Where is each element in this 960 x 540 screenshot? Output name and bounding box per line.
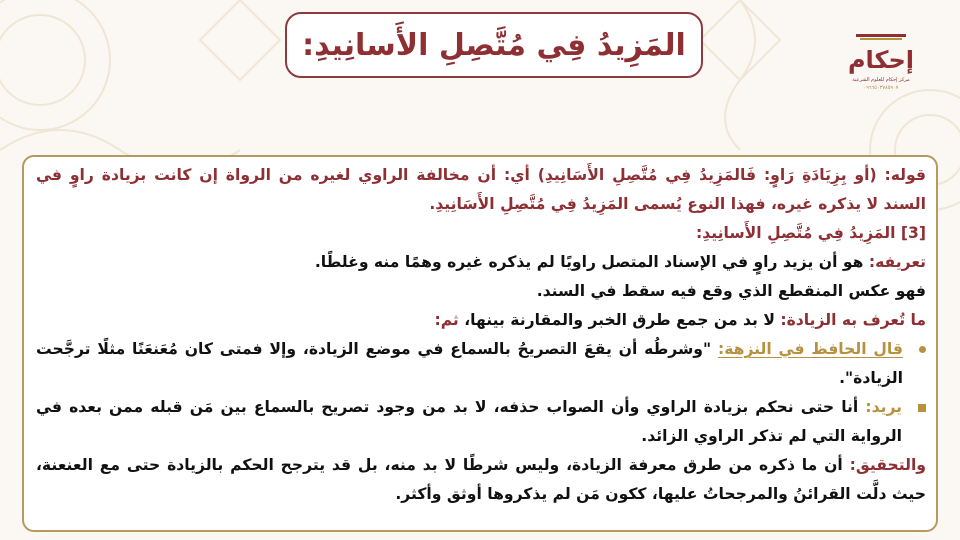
bullet-meaning-label: يريد:: [865, 398, 902, 416]
logo-name: إحكام: [847, 46, 915, 74]
verification-text: أن ما ذكره من طرق معرفة الزيادة، وليس شرطًا لا بد منه، بل قد يترجح الحكم بالزيادة حتى مع العنعنة، حيث دلَّت القرائنُ والمرجحاتُ عليها، ككون مَن لم يذكروها أوثق وأكثر.: [36, 456, 926, 503]
bullet-nuzha: [36, 335, 926, 393]
bullet-nuzha-label: قال الحافظ في النزهة:: [717, 340, 904, 358]
definition-label: تعريفه:: [868, 253, 926, 271]
definition-line: [36, 248, 926, 277]
intro-body: أي: أن مخالفة الراوي لغيره من الرواة إن كانت بزيادة راوٍ في السند لا يذكره غيره، فهذا النوع يُسمى: [36, 166, 926, 213]
recognition-line: [36, 306, 926, 335]
bullet-square-icon: [918, 404, 926, 412]
section-heading: [3] المَزِيدُ فِي مُتَّصِلِ الأَسانِيدِ:: [696, 224, 926, 242]
logo: [846, 28, 916, 94]
definition-text: هو أن يزيد راوٍ في الإسناد المتصل راويًا لم يذكره غيره وهمًا منه وغلطًا.: [314, 253, 869, 271]
bullet-meaning: [36, 393, 926, 451]
recognition-label: ما تُعرف به الزيادة:: [780, 311, 926, 329]
recognition-text: لا بد من جمع طرق الخبر والمقارنة بينها،: [458, 311, 781, 329]
page-title: المَزِيدُ فِي مُتَّصِلِ الأَسانِيدِ:: [302, 27, 686, 63]
contrast-line: فهو عكس المنقطع الذي وقع فيه سقط في السند.: [536, 282, 926, 300]
verification-line: [36, 451, 926, 509]
title-box: [285, 12, 703, 78]
intro-term: المَزِيدُ فِي مُتَّصِلِ الأَسَانِيدِ.: [429, 195, 629, 213]
logo-line-2: ٠٩٦٦٥٠٣٧٨٥٩٠٧: [863, 85, 899, 91]
bullet-meaning-text: أنا حتى نحكم بزيادة الراوي وأن الصواب حذفه، لا بد من وجود تصريح بالسماع بين مَن قبله ممن بعده في الرواية التي لم تذكر الراوي الزائد.: [36, 398, 902, 445]
bullet-nuzha-text: "وشرطُه أن يقعَ التصريحُ بالسماع في موضع الزيادة، وإلا فمتى كان مُعَنعَنًا مثلًا ترجَّحت الزيادة".: [36, 340, 903, 387]
intro-quote: (أو بِزِيَادَةِ رَاوٍ: فَالمَزِيدُ فِي مُتَّصِلِ الأَسَانِيدِ): [537, 166, 877, 184]
bullet-dot-icon: [919, 346, 926, 353]
verification-label: والتحقيق:: [849, 456, 926, 474]
recognition-tail: ثم:: [434, 311, 459, 329]
paragraph-intro: [36, 161, 926, 219]
logo-line-1: مركز إحكام للعلوم الشرعية: [852, 77, 910, 83]
ihkam-logo-icon: [846, 28, 916, 76]
content-box: [22, 155, 938, 532]
intro-lead: قوله:: [876, 166, 927, 184]
